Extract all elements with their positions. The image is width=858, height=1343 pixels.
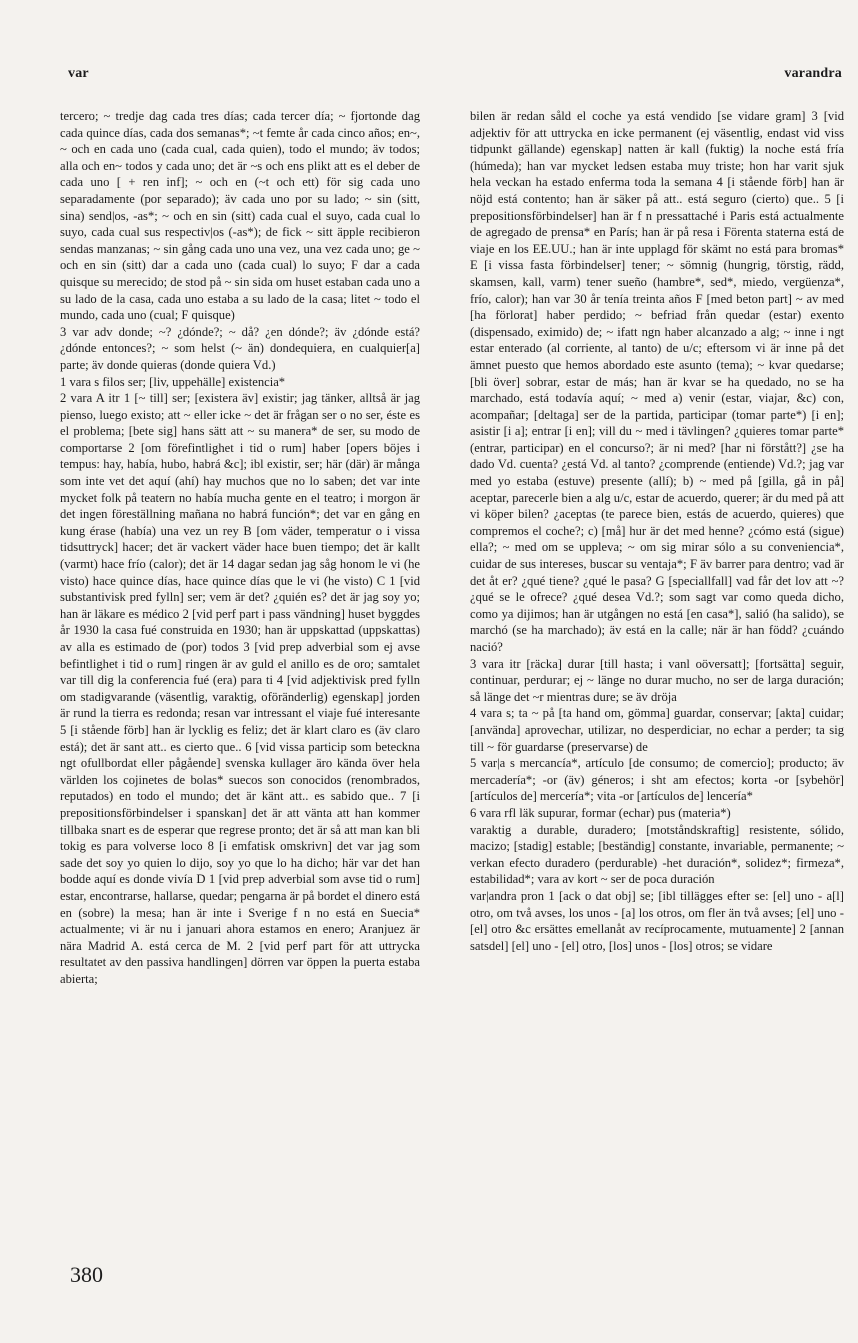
entry-5-vara: 5 var|a s mercancía*, artículo [de consumo; de comercio]; producto; äv mercadería*; -or (äv) géneros; i sht am efectos; korta -or [sybehör] [artículos de] mercería*; vita -or [artículos de] lencería*	[470, 756, 844, 804]
entry-3-vara: 3 vara itr [räcka] durar [till hasta; i vanl oöversatt]; [fortsätta] seguir, continuar, perdurar; ej ~ länge no durar mucho, no ser de larga duración; så länge det ~r mientras dure; se äv dröja	[470, 656, 844, 704]
page-number: 380	[70, 1262, 103, 1287]
right-column	[470, 108, 844, 954]
entry-6-vara: 6 vara rfl läk supurar, formar (echar) pus (materia*)	[470, 805, 731, 820]
entry-2-vara-continuation: bilen är redan såld el coche ya está vendido [se vidare gram] 3 [vid adjektiv för att uttrycka en icke permanent (ej väsentlig, endast vid viss tidpunkt gällande) egenskap] natten är kall (fuktig) la noche está fría (húmeda); han var mycket ledsen estaba muy triste; hon har varit sjuk hela veckan ha estado enferma toda la semana 4 [i stående förb] han är nöjd está contento; han är säker på att.. está seguro (cierto) que.. 5 [i prepositionsförbindelser] han är f n pressattaché i Paris está actualmente de agregado de prensa* en París; han är på resa i Förenta staterna está de viaje en los EE.UU.; han är inte upplagd för skämt no está para bromas* E [i vissa fasta förbindelser] tener; ~ sömnig (hungrig, törstig, rädd, skamsen, kall, varm) tener sueño (hambre*, sed*, miedo, vergüenza*, frío, calor); han var 30 år tenía treinta años F [med beton part] ~ av med [ha förlorat] haber perdido; ~ befriad från quedar (estar) exento (dispensado, eximido) de; ~ ifatt ngn haber alcanzado a alg; ~ inne i ngt estar enterado (al corriente, al tanto) de u/c; eftersom vi är inne på det ämnet puesto que hemos abordado este asunto (tema); ~ kvar quedarse; [bli över] sobrar, estar de más; han är kvar se ha quedado, no se ha marchado, está todavía aquí; ~ med a) venir (estar, viajar, &c) con, acompañar; [deltaga] ser de la partida, participar (tomar parte*) [i en]; asistir [i a]; entrar [i en]; vill du ~ med i tävlingen? ¿quieres tomar parte* (entrar, participar) en el concurso?; är ni med? [har ni förstått?] ¿se ha dado Vd. cuenta? ¿está Vd. al tanto? ¿comprende (entiende) Vd.?; jag var med yo estaba (estuve) presente (allí); b) ~ med på [gilla, gå in på] aceptar, parecerle bien a alg u/c, estar de acuerdo, querer; är du med på att vi köper bilen? ¿aceptas (te parece bien, estás de acuerdo, quieres) que compremos el coche?; c) [må] hur är det med henne? ¿cómo está (sigue) ella?; ~ med om se uppleva; ~ om sig mirar sólo a su conveniencia*, cuidar de sus intereses, buscar su ventaja*; F äv barrer para dentro; vad är det åt er? ¿qué tiene? ¿qué le pasa? G [speciallfall] vad får det lov att ~? ¿qué se le ofrece? ¿qué desea Vd.?; som sagt var como queda dicho, como ya dijimos; han är utgången no está [en casa*], salió (ha salido), se marchó (se ha marchado); äv está en la calle; när är han född? ¿cuándo nació?	[470, 109, 844, 654]
running-head-right: varandra	[784, 66, 842, 81]
left-column	[60, 108, 420, 987]
entry-2-vara: 2 vara A itr 1 [~ till] ser; [existera äv] existir; jag tänker, alltså är jag pienso, luego existo; att ~ eller icke ~ det är frågan ser o no ser, éste es el problema; [bete sig] hans sätt att ~ su manera* de ser, su modo de comportarse 2 [om förefintlighet i tid o rum] haber [opers böjes i tempus: hay, había, hubo, habrá &c]; ibl existir, ser; här (där) är många som inte vet det aquí (ahí) hay muchos que no lo saben; det var inte mycket folk på teatern no había mucha gente en el teatro; i morgon är det ingen föreställning mañana no habrá función*; det var en gång en kung érase (había) una vez un rey B [om väder, temperatur o i vissa tidsuttryck] hacer; det är vackert väder hace buen tiempo; det är kallt (varmt) hace frío (calor); det är 14 dagar sedan jag såg honom le vi (he visto) hace quince días, hace quince días que le vi (he visto) C 1 [vid substantivisk pred fylln] ser; vem är det? ¿quién es? det är jag soy yo; han är läkare es médico 2 [vid perf part i pass vändning] huset byggdes år 1930 la casa fué construida en 1930; han är uppskattad (uppskattas) av alla es estimado de (por) todos 3 [vid prep adverbial som ej avse befintlighet i tid o rum] ringen är av guld el anillo es de oro; samtalet var till dig la conferencia fué (era) para ti 4 [vid adjektivisk pred fylln om stadigvarande (väsentlig, varaktig, oföränderlig) egenskap] jorden är rund la tierra es redonda; resan var intressant el viaje fué interesante 5 [i stående förb] han är lycklig es feliz; det är klart claro es (äv claro está); det är sant att.. es cierto que.. 6 [vid vissa particip som beteckna ngt ofullbordat eller pågående] svenska kullager äro kända över hela världen los cojinetes de bolas* suecos son conocidos (renombrados, reputados) en todo el mundo; det är känt att.. es sabido que.. 7 [i prepositionsförbindelser i spanskan] det är att vänta att han kommer tillbaka snart es de esperar que regrese pronto; det är så att man kan bli tokig es para volverse loco 8 [i emfatisk omskrivn] det var jag som sade det soy yo quien lo dijo, soy yo que lo ha dicho; här var det han bodde aquí es donde vivía D 1 [vid prep adverbial som avse tid o rum] estar, encontrarse, hallarse, quedar; pengarna är på bordet el dinero está en (sobre) la mesa; han är inte i Sverige f n no está en Suecia* actualmente; vi är nu i januari ahora estamos en enero; Aranjuez är nära Madrid A. está cerca de M. 2 [vid perf part för att uttrycka resultatet av den passiva handlingen] dörren var öppen la puerta estaba abierta;	[60, 391, 420, 986]
running-head-left: var	[68, 66, 89, 81]
entry-varaktig: varaktig a durable, duradero; [motståndskraftig] resistente, sólido, macizo; [stadig] estable; [beständig] constante, invariable, permanente; ~ verkan efecto duradero (perdurable) -het duración*, solidez*; firmeza*, estabilidad*; vara av kort ~ ser de poca duración	[470, 822, 844, 887]
entry-1-vara: 1 vara s filos ser; [liv, uppehälle] existencia*	[60, 374, 286, 389]
entry-varandra: var|andra pron 1 [ack o dat obj] se; [ibl tillägges efter se: [el] uno - a[l] otro, om två avses, los unos - [a] los otros, om fler än två avses; [el] uno -[el] otro &c ersättes emellanåt av recíprocamente, mutuamente] 2 [annan satsdel] [el] uno - [el] otro, [los] unos - [los] otros; se vidare	[470, 888, 844, 953]
entry-3-var: 3 var adv donde; ~? ¿dónde?; ~ då? ¿en dónde?; äv ¿dónde está? ¿dónde entonces?; ~ som helst (~ än) dondequiera, en cualquier[a] parte; äv donde quieras (donde quiera Vd.)	[60, 324, 420, 372]
entry-cada-continuation: tercero; ~ tredje dag cada tres días; cada tercer día; ~ fjortonde dag cada quince días, cada dos semanas*; ~t femte år cada cinco años; en~, ~ och en cada uno (cada cual, cada quien), todo el mundo; äv todos; alla och en~ todos y cada uno; det är ~s och ens plikt att es el deber de cada uno [ + ren inf]; ~ och en (~t och ett) för sig cada uno separadamente (por separado); äv cada uno por su lado; ~ sin (sitt, sina) send|os, -as*; ~ och en sin (sitt) cada cual el suyo, cada cual lo suyo, cada cual sus respectiv|os (-as*); de fick ~ sitt äpple recibieron sendas manzanas; ~ sin gång cada uno una vez, una vez cada uno; ge ~ och en sin (sitt) dar a cada uno (cada cual) lo suyo; F dar a cada quisque su merecido; de stod på ~ sin sida om huset estaban cada uno a su lado de la casa, cada uno estaba a su lado de la casa; litet ~ todo el mundo, cada uno (cual; F quisque)	[60, 109, 420, 323]
entry-4-vara: 4 vara s; ta ~ på [ta hand om, gömma] guardar, conservar; [akta] cuidar; [använda] aprovechar, utilizar, no desperdiciar, no echar a perder; ta sig till ~ för guardarse (preservarse) de	[470, 706, 844, 754]
